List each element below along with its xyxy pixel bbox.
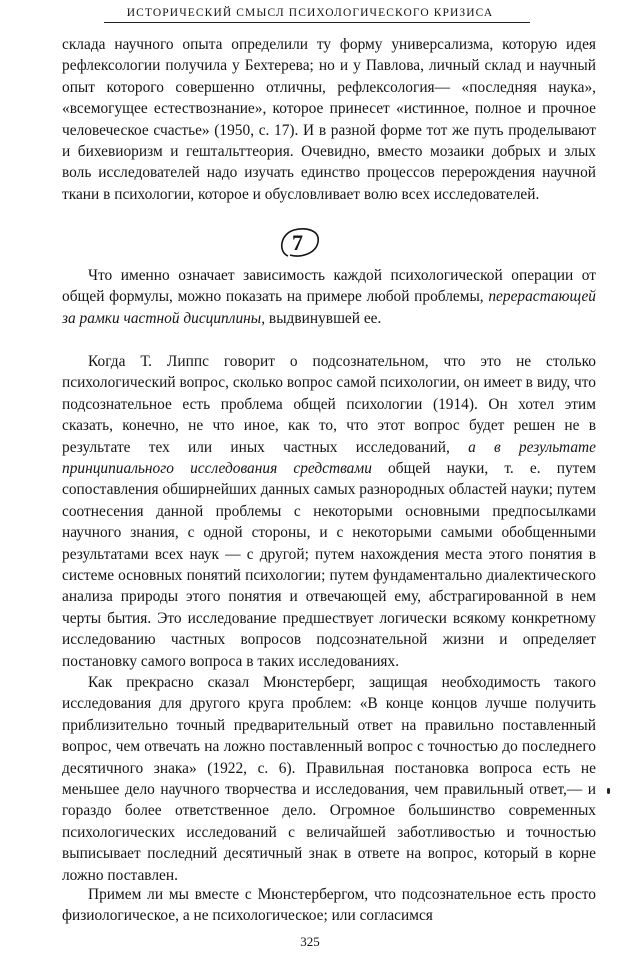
paragraph-2-part-a: Что именно означает зависимость каждой психологической операции от общей формулы, можно показать на примере любой проблемы, [62,267,596,306]
running-header: ИСТОРИЧЕСКИЙ СМЫСЛ ПСИХОЛОГИЧЕСКОГО КРИЗИСА [126,7,494,19]
paragraph-2 [62,265,596,329]
paragraph-2-text [62,265,596,329]
paragraph-3-part-c: общей науки, т. е. путем сопоставления обширнейших данных самых разнородных областей науки; путем соотнесения данной проблемы с некоторыми основными предпосылками научного знания, с одной стороны, и с некоторыми самыми обобщенными результатами всех наук — с другой; путем нахождения места этого понятия в системе основных понятий психологии; путем фундаментально диалектического анализа природы этого понятия и отвечающей ему, абстрагированной в нем черты бытия. Это исследование предшествует логически всякому конкретному исследованию частных вопросов подсознательной жизни и определяет постановку самого вопроса в таких исследованиях. [62,460,596,670]
paragraph-4-text: Как прекрасно сказал Мюнстерберг, защищая необходимость такого исследования для другого круга проблем: «В конце концов лучше получить приблизительно точный предварительный ответ на правильно поставленный вопрос, чем отвечать на ложно поставленный вопрос с точностью до последнего десятичного знака» (1922, с. 6). Правильная постановка вопроса есть не меньшее дело научного творчества и исследования, чем правильный ответ,— и гораздо более ответственное дело. Огромное большинство современных психологических исследований с величайшей заботливостью и точностью выписывает последний десятичный знак в ответе на вопрос, который в корне ложно поставлен. [62,674,596,884]
paragraph-3-italic: а в результате принципиального исследования средствами [62,438,596,478]
paragraph-5-text: Примем ли мы вместе с Мюнстербергом, что подсознательное есть просто физиологическое, а не психологическое; или согласимся [62,886,596,925]
margin-mark [607,788,610,794]
paragraph-2-part-c: выдвинувшей ее. [265,309,382,327]
page-number: 325 [300,934,320,949]
section-marker [278,226,322,260]
paragraph-3 [62,351,596,672]
paragraph-2-italic: перерастающей за рамки частной дисциплины, [62,288,596,327]
paragraph-3-part-a: Когда Т. Липпс говорит о подсознательном, что это не столько психологический вопрос, сколько вопрос самой психологии, он имеет в виду, что подсознательное есть проблема общей психологии (1914). Он хотел этим сказать, конечно, не что иное, как то, что этот вопрос будет решен не в результате тех или иных частных исследований, [62,353,596,456]
paragraph-1-text: склада научного опыта определили ту форму универсализма, которую идея рефлексологии получила у Бехтерева; но и у Павлова, личный склад и научный опыт которого совершенно отличны, рефлексология— «последняя наука», «всемогущее естествознание», которое принесет «истинное, полное и прочное человеческое счастье» (1950, с. 17). И в разной форме тот же путь проделывают и бихевиоризм и гештальттеория. Очевидно, вместо мозаики добрых и злых воль исследователей надо изучать единство процессов перерождения научной ткани в психологии, которое и обусловливает волю всех исследователей. [62,36,596,203]
section-number: 7 [292,230,303,255]
header-rule [104,22,530,23]
paragraph-3-text [62,351,596,672]
paragraph-1 [62,34,596,205]
paragraph-5 [62,884,596,927]
paragraph-4 [62,672,596,886]
